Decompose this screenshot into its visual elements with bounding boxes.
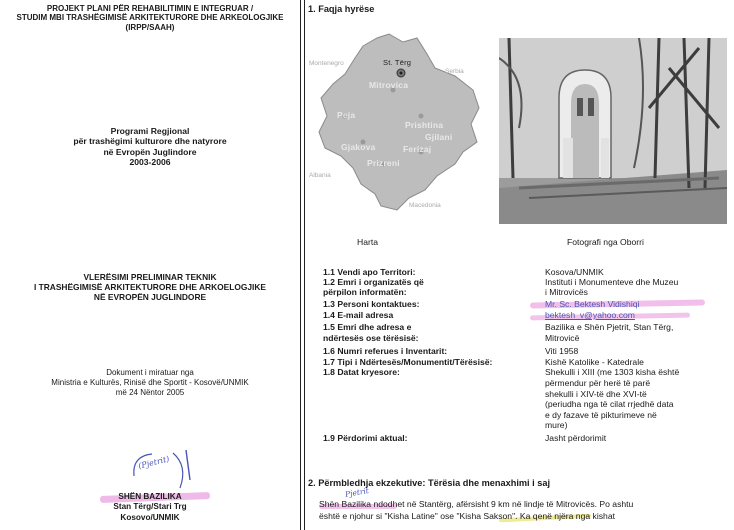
map-label-st-terg: St. Tërg bbox=[383, 58, 412, 67]
program-line: në Evropën Juglindore bbox=[103, 146, 197, 157]
row-value: Mitrovicë bbox=[545, 333, 580, 343]
row-value: Jasht përdorimit bbox=[545, 433, 607, 443]
courtyard-photo bbox=[499, 38, 727, 224]
map-label-albania: Albania bbox=[309, 172, 331, 179]
row-label: përpilon informatën: bbox=[323, 287, 407, 297]
row-label: 1.2 Emri i organizatës që bbox=[323, 277, 424, 287]
continuation-line: (periudha nga të cilat rrjedhë data bbox=[545, 399, 674, 409]
table-row bbox=[323, 367, 734, 378]
map-label-prizreni: Prizreni bbox=[367, 158, 400, 168]
table-row bbox=[323, 287, 734, 298]
program-line: për trashëgimi kulturore dhe natyrore bbox=[73, 136, 227, 147]
row-value: Kishë Katolike - Katedrale bbox=[545, 357, 644, 367]
photo-caption: Fotografi nga Oborri bbox=[567, 237, 644, 247]
footer-line: SHËN BAZILIKA bbox=[118, 492, 182, 501]
footer-line: Kosovo/UNMIK bbox=[120, 512, 180, 522]
approval-line: Dokument i miratuar nga bbox=[106, 368, 194, 377]
map-label-gjilani: Gjilani bbox=[425, 132, 453, 142]
assessment-line: NË EVROPËN JUGLINDORE bbox=[93, 291, 207, 302]
continuation-line: mure) bbox=[545, 420, 568, 430]
summary-line: Shën Bazilika ndodhet në Stantërg, afërsisht 9 km në lindje të Mitrovicës. Po ashtu bbox=[319, 499, 634, 509]
row-value: Shekulli i XIII (me 1303 kisha është bbox=[545, 367, 680, 377]
intro-page bbox=[304, 0, 734, 530]
project-title-line: (IRPP/SAAH) bbox=[125, 22, 175, 32]
table-row bbox=[323, 310, 734, 321]
assessment-line: VLERËSIMI PRELIMINAR TEKNIK bbox=[83, 272, 217, 282]
continuation-line: përmendur për herë të parë bbox=[545, 378, 651, 388]
table-row bbox=[323, 322, 734, 333]
footer-line: Stan Tërg/Stari Trg bbox=[113, 502, 187, 512]
row-label: 1.7 Tipi i Ndërtesës/Monumentit/Tërësisë: bbox=[323, 357, 493, 367]
row-label: 1.8 Datat kryesore: bbox=[323, 367, 400, 377]
map-label-ferizaj: Ferizaj bbox=[403, 144, 432, 154]
cover-footer bbox=[0, 492, 300, 523]
row-value: Viti 1958 bbox=[545, 346, 579, 356]
row-label: 1.3 Personi kontaktues: bbox=[323, 299, 420, 309]
approval-line: Ministria e Kulturës, Rinisë dhe Sportit - Kosovë/UNMIK bbox=[51, 378, 249, 387]
section-heading: 1. Faqja hyrëse bbox=[308, 4, 375, 14]
map-label-montenegro: Montenegro bbox=[309, 60, 344, 67]
approval-block bbox=[0, 368, 300, 398]
row-value: i Mitrovicës bbox=[545, 287, 588, 297]
section-heading: 2. Përmbledhja ekzekutive: Tërësia dhe menaxhimi i saj bbox=[308, 478, 551, 488]
map-label-peja: Peja bbox=[337, 110, 356, 120]
row-value: Bazilika e Shën Pjetrit, Stan Tërg, bbox=[545, 322, 674, 332]
cover-page bbox=[0, 0, 301, 530]
table-row bbox=[323, 346, 734, 357]
handwritten-note: Pjetrit bbox=[344, 485, 370, 500]
map-graphic bbox=[305, 24, 490, 230]
project-title-line: PROJEKT PLANI PËR REHABILITIMIN E INTEGRUAR / bbox=[46, 4, 254, 13]
summary-paragraph bbox=[319, 498, 633, 522]
row-label: 1.4 E-mail adresa bbox=[323, 310, 394, 320]
row-value: Instituti i Monumenteve dhe Muzeu bbox=[545, 277, 679, 287]
email-link[interactable]: bektesh_v@yahoo.com bbox=[545, 310, 635, 320]
row-label: 1.6 Numri referues i Inventarit: bbox=[323, 346, 448, 356]
contact-person: Mr. Sc. Bektesh Vidishiqi bbox=[545, 299, 640, 309]
map-label-serbia: Serbia bbox=[445, 68, 464, 75]
table-row bbox=[323, 433, 734, 444]
assessment-title bbox=[0, 273, 300, 303]
handwritten-note: (Pjetrit) bbox=[137, 454, 171, 471]
map-label-gjakova: Gjakova bbox=[341, 142, 376, 152]
dates-continuation bbox=[545, 378, 674, 431]
assessment-line: I TRASHËGIMISË ARKITEKTURORE DHE ARKOELOGJIKE bbox=[33, 281, 267, 292]
row-label: 1.9 Përdorimi aktual: bbox=[323, 433, 408, 443]
summary-line: është e njohur si "Kisha Latine" ose "Kisha Sakson". Ka qenë njëra nga kishat bbox=[319, 511, 615, 521]
row-label: 1.1 Vendi apo Territori: bbox=[323, 267, 416, 277]
program-title bbox=[0, 126, 300, 168]
row-label: 1.5 Emri dhe adresa e bbox=[323, 322, 412, 332]
map-label-macedonia: Macedonia bbox=[409, 202, 441, 209]
photo-graphic bbox=[499, 38, 727, 224]
table-row bbox=[323, 333, 734, 344]
row-value: Kosova/UNMIK bbox=[545, 267, 604, 277]
program-line: Programi Regjional bbox=[110, 126, 190, 136]
approval-line: më 24 Nëntor 2005 bbox=[115, 388, 185, 397]
row-label: ndërtesës ose tërësisë: bbox=[323, 333, 419, 343]
continuation-line: shekulli i XIV-të dhe XVI-të bbox=[545, 388, 647, 399]
project-title bbox=[0, 4, 300, 32]
map-caption: Harta bbox=[357, 237, 379, 247]
program-line: 2003-2006 bbox=[129, 157, 171, 168]
table-row bbox=[323, 299, 734, 310]
continuation-line: e dy fazave të pikturimeve në bbox=[545, 409, 657, 420]
kosovo-map bbox=[305, 24, 490, 230]
map-label-prishtina: Prishtina bbox=[405, 120, 444, 130]
map-label-mitrovica: Mitrovica bbox=[369, 80, 409, 90]
project-title-line: STUDIM MBI TRASHËGIMISË ARKITEKTURORE DHE ARKEOLOGJIKE bbox=[16, 13, 284, 23]
